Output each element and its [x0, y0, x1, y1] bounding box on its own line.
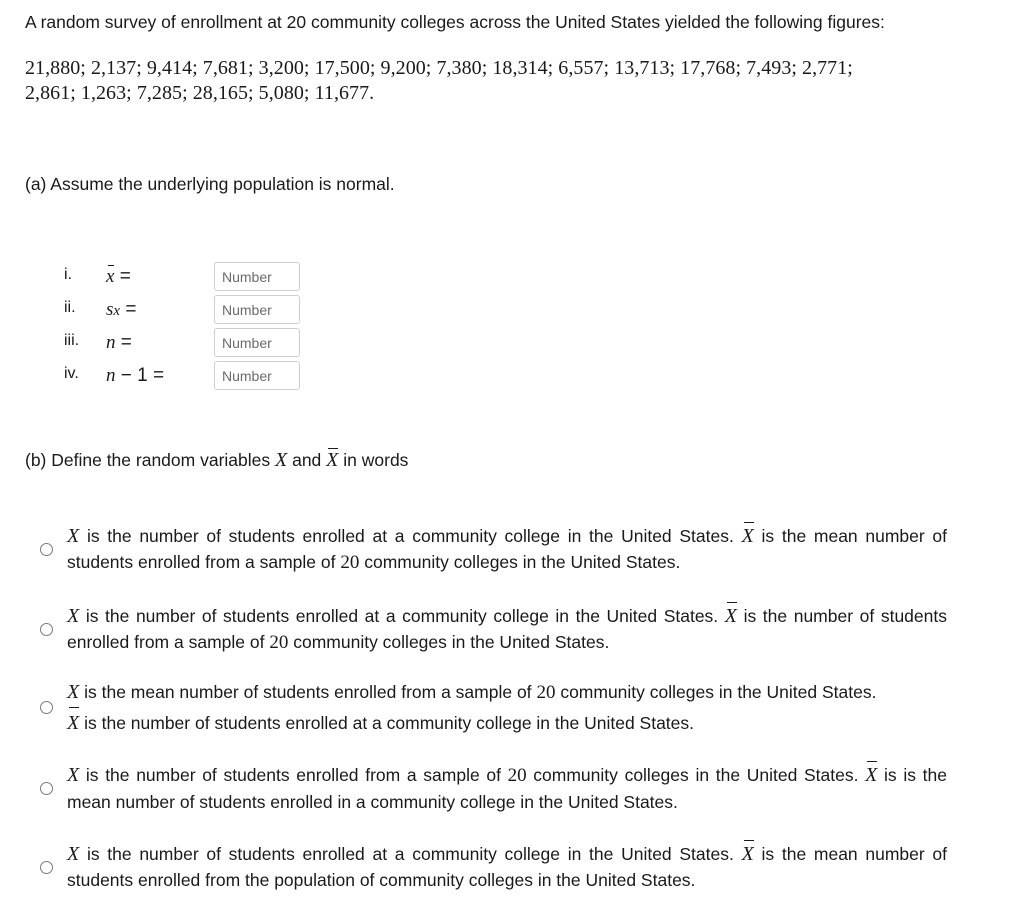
- row-numeral: iv.: [64, 365, 79, 382]
- option-text: X is the mean number of students enrolled from a sample of 20 community colleges in the United States. X is the number of students enrolled at a community college in the United States.: [67, 677, 947, 739]
- radio-button[interactable]: [40, 782, 53, 795]
- data-values-line-1: 21,880; 2,137; 9,414; 7,681; 3,200; 17,500; 9,200; 7,380; 18,314; 6,557; 13,713; 17,768; 7,493; 2,771;: [25, 57, 853, 79]
- radio-button[interactable]: [40, 623, 53, 636]
- n-label: n =: [106, 332, 132, 353]
- radio-button[interactable]: [40, 701, 53, 714]
- row-numeral: iii.: [64, 332, 80, 349]
- problem-intro: A random survey of enrollment at 20 community colleges across the United States yielded the following figures:: [25, 12, 885, 32]
- n-input[interactable]: [214, 328, 300, 357]
- part-a-label: (a) Assume the underlying population is normal.: [25, 174, 395, 194]
- radio-button[interactable]: [40, 543, 53, 556]
- xbar-input[interactable]: [214, 262, 300, 291]
- n-minus-1-label: n − 1 =: [106, 365, 165, 386]
- part-b-label: (b) Define the random variables X and X in words: [25, 449, 409, 471]
- sx-input[interactable]: [214, 295, 300, 324]
- option-text: X is the number of students enrolled at a community college in the United States. X is the mean number of students enrolled from the population of community colleges in the United States.: [67, 843, 947, 890]
- row-numeral: i.: [64, 266, 72, 283]
- option-text: X is the number of students enrolled from a sample of 20 community colleges in the United States. X is is the mean number of students enrolled in a community college in the United States.: [67, 764, 947, 812]
- option-text: X is the number of students enrolled at a community college in the United States. X is the mean number of students enrolled from a sample of 20 community colleges in the United States.: [67, 525, 947, 573]
- radio-button[interactable]: [40, 861, 53, 874]
- data-values-line-2: 2,861; 1,263; 7,285; 28,165; 5,080; 11,677.: [25, 82, 375, 104]
- xbar-label: x =: [106, 266, 131, 287]
- option-text: X is the number of students enrolled at a community college in the United States. X is the number of students enrolled from a sample of 20 community colleges in the United States.: [67, 605, 947, 653]
- sx-label: sx =: [106, 299, 137, 320]
- row-numeral: ii.: [64, 299, 76, 316]
- n-minus-1-input[interactable]: [214, 361, 300, 390]
